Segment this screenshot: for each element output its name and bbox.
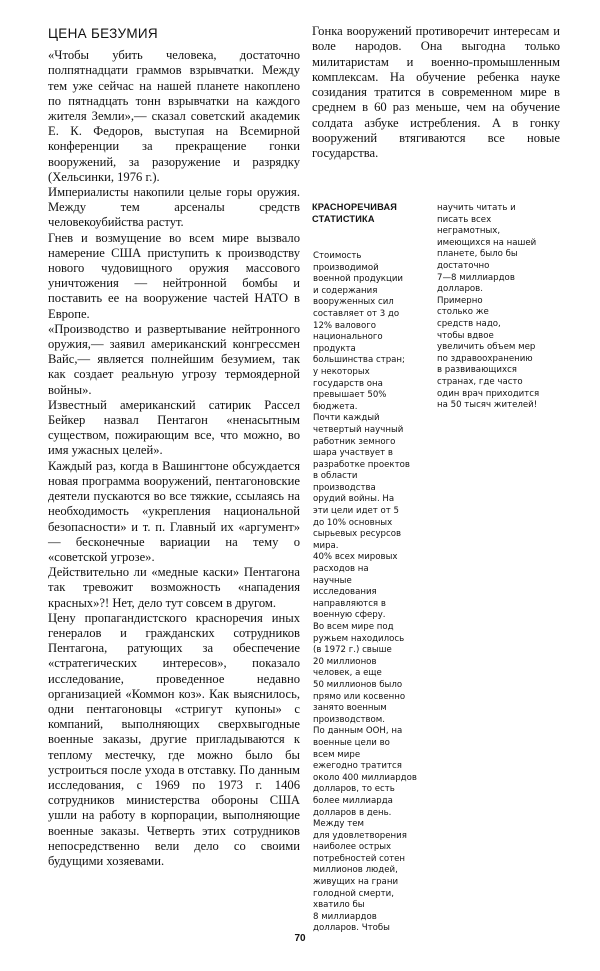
statistics-line: сырьевых ресурсов <box>313 529 402 540</box>
statistics-line: работник земного <box>313 436 396 447</box>
statistics-line: большинства стран; <box>313 355 405 366</box>
statistics-line: наиболее острых <box>313 842 392 853</box>
statistics-line: и содержания <box>313 285 378 296</box>
statistics-line: хватило бы <box>313 900 365 911</box>
statistics-line: долларов. Чтобы <box>313 923 390 934</box>
statistics-line: По данным ООН, на <box>313 726 403 737</box>
statistics-line: писать всех <box>437 214 492 225</box>
statistics-line: миллионов людей, <box>313 865 398 876</box>
statistics-line: Между тем <box>313 819 364 830</box>
statistics-line: долларов в день. <box>313 807 392 818</box>
statistics-line: долларов. <box>437 284 483 295</box>
statistics-line: в области <box>313 471 358 482</box>
article-paragraph: Каждый раз, когда в Вашингтоне обсуждается новая программа вооружений, пентагоновские деятели пускаются во все тяжкие, ссылаясь на необходимость «укрепления национальной безопасности» и т. п. Главный их «аргумент» — бесконечные вариации на тему о «советской угрозе». <box>48 458 300 564</box>
statistics-line: странах, где часто <box>437 376 523 387</box>
statistics-line: на 50 тысяч жителей! <box>437 400 538 411</box>
statistics-line: превышает 50% <box>313 390 387 401</box>
statistics-line: около 400 миллиардов <box>313 772 417 783</box>
statistics-line: долларов, то есть <box>313 784 395 795</box>
article-paragraph: Гнев и возмущение во всем мире вызвало намерение США приступить к производству нового чудовищного оружия массового уничтожения — нейтронной бомбы и поставить ее на вооружение частей НАТО в Европе. <box>48 230 300 321</box>
statistics-line: 40% всех мировых <box>313 552 398 563</box>
article-paragraph: Империалисты накопили целые горы оружия. Между тем арсеналы средств человекоубийства растут. <box>48 185 300 230</box>
statistics-line: ружьем находилось <box>313 633 405 644</box>
article-paragraph: Действительно ли «медные каски» Пентагона так тревожит возможность «нападения красных»?! Нет, дело тут совсем в другом. <box>48 565 300 610</box>
statistics-line: производимой <box>313 262 379 273</box>
statistics-line: планете, было бы <box>437 249 518 260</box>
statistics-line: эти цели идет от 5 <box>313 506 400 517</box>
statistics-line: человек, а еще <box>313 668 382 679</box>
sidebar-heading-line: КРАСНОРЕЧИВАЯ <box>312 202 398 212</box>
statistics-line: (в 1972 г.) свыше <box>313 645 392 656</box>
statistics-line: продукта <box>313 343 356 354</box>
statistics-line: увеличить объем мер <box>437 342 536 353</box>
statistics-line: 8 миллиардов <box>313 911 377 922</box>
statistics-line: 7—8 миллиардов <box>437 272 515 283</box>
statistics-line: до 10% основных <box>313 517 393 528</box>
statistics-line: живущих на грани <box>313 877 399 888</box>
statistics-line: по здравоохранению <box>437 353 533 364</box>
statistics-line: Стоимость <box>313 251 362 261</box>
statistics-line: производства <box>313 482 376 493</box>
article-paragraph: Гонка вооружений противоречит интересам и воле народов. Она выгодна только милитаристам и военно-промышленным комплексам. На обучение ребенка науке созидания тратится в современном мире в среднем в 60 раз меньше, чем на обучение солдата азбуке истребления. А в гонку вооружений втягиваются все новые государства. <box>312 24 560 161</box>
statistics-line: ежегодно тратится <box>313 761 402 772</box>
statistics-line: орудий войны. На <box>313 494 395 505</box>
article-paragraph: «Чтобы убить человека, достаточно полпятнадцати граммов взрывчатки. Между тем уже сейчас на нашей планете накоплено по пятнадцать тонн взрывчатки на каждого жителя Земли»,— сказал советский академик Е. К. Федоров, выступая на Всемирной конференции за прекращение гонки вооружений, за разоружение и разрядку (Хельсинки, 1976 г.). <box>48 48 300 184</box>
statistics-line: 50 миллионов было <box>313 679 403 690</box>
statistics-line: вооруженных сил <box>313 297 394 308</box>
statistics-line: государств она <box>313 378 383 389</box>
statistics-column-1 <box>313 251 425 935</box>
statistics-line: военные цели во <box>313 737 390 748</box>
statistics-line: у некоторых <box>313 366 370 377</box>
statistics-line: столько же <box>437 307 489 318</box>
statistics-line: мира. <box>313 540 339 551</box>
statistics-line: голодной смерти, <box>313 888 394 899</box>
sidebar-heading-line: СТАТИСТИКА <box>312 214 375 224</box>
statistics-line: для удовлетворения <box>313 830 407 841</box>
statistics-line: занято военным <box>313 703 387 714</box>
statistics-line: разработке проектов <box>313 459 410 470</box>
statistics-line: достаточно <box>437 260 490 271</box>
statistics-line: чтобы вдвое <box>437 330 494 341</box>
statistics-line: научные <box>313 575 352 586</box>
main-article-left-column <box>48 26 300 869</box>
statistics-line: 20 миллионов <box>313 656 377 667</box>
statistics-line: военную сферу. <box>313 610 386 621</box>
statistics-line: исследования <box>313 587 377 598</box>
statistics-line: более миллиарда <box>313 795 393 806</box>
statistics-line: неграмотных, <box>437 226 501 237</box>
article-paragraph: «Производство и развертывание нейтронного оружия,— заявил американский конгрессмен Вайс,— является полнейшим безумием, так как создает реальную угрозу термоядерной войны». <box>48 321 300 397</box>
main-article-right-column <box>312 24 560 162</box>
statistics-line: составляет от 3 до <box>313 308 400 319</box>
statistics-line: в развивающихся <box>437 365 517 376</box>
page-number: 70 <box>294 933 306 944</box>
statistics-line: 12% валового <box>313 320 377 331</box>
statistics-line: бюджета. <box>313 401 358 412</box>
article-paragraph: Цену пропагандистского красноречия иных генералов и гражданских сотрудников Пентагона, ратующих за обеспечение «стратегических интересов», показало исследование, проведенное недавно организацией «Коммон коз». Как выяснилось, одни пентагоновцы «стригут купоны» с компаний, выполняющих сверхвыгодные военные заказы, другие пригладываются к теплому местечку, где можно было бы устроиться после ухода в отставку. По данным исследования, с 1969 по 1973 г. 1406 сотрудников министерства обороны США ушли на работу в корпорации, выполняющие военные заказы. Четверть этих сотрудников непосредственно вели дело со своими будущими хозяевами. <box>48 610 300 868</box>
statistics-line: научить читать и <box>437 203 516 213</box>
sidebar-heading <box>312 201 432 225</box>
article-title: ЦЕНА БЕЗУМИЯ <box>48 26 158 41</box>
statistics-line: четвертый научный <box>313 424 404 435</box>
statistics-line: национального <box>313 332 383 343</box>
statistics-line: шара участвует в <box>313 448 393 459</box>
statistics-line: военной продукции <box>313 274 403 285</box>
statistics-line: потребностей сотен <box>313 853 406 864</box>
statistics-line: Почти каждый <box>313 413 380 424</box>
statistics-line: направляются в <box>313 598 386 609</box>
statistics-line: Примерно <box>437 295 483 306</box>
statistics-line: один врач приходится <box>437 388 540 399</box>
article-paragraph: Известный американский сатирик Рассел Бейкер назвал Пентагон «ненасытным существом, пожирающим все, что можно, во имя ужасных целей». <box>48 397 300 458</box>
statistics-line: Во всем мире под <box>313 622 394 632</box>
statistics-line: средств надо, <box>437 318 501 329</box>
statistics-line: прямо или косвенно <box>313 691 406 702</box>
statistics-line: имеющихся на нашей <box>437 237 537 248</box>
statistics-line: производством. <box>313 714 386 725</box>
statistics-column-2 <box>437 203 559 412</box>
statistics-line: всем мире <box>313 749 361 760</box>
statistics-line: расходов на <box>313 564 369 575</box>
